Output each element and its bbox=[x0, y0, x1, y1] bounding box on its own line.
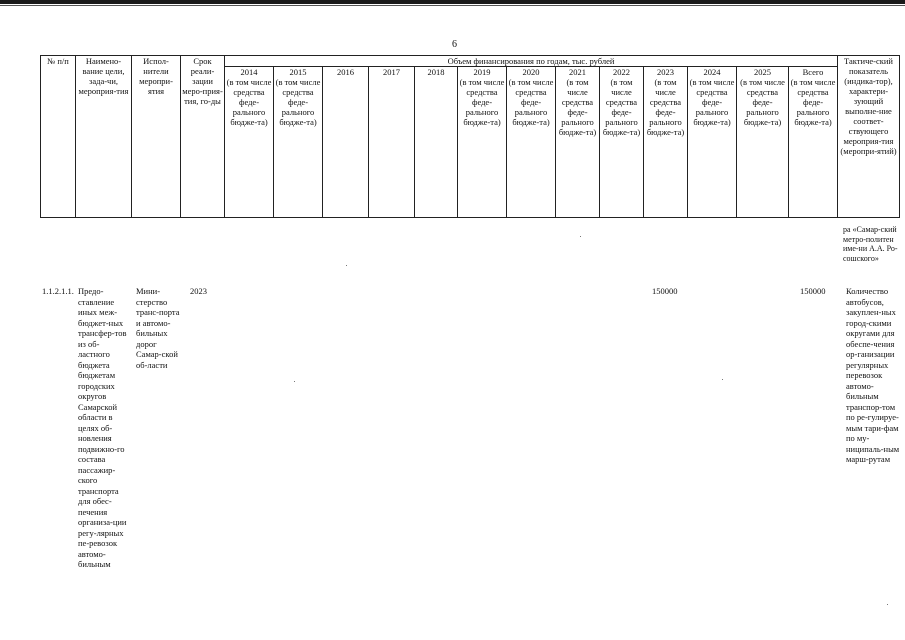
year-label: 2017 bbox=[383, 67, 400, 77]
year-col-2024 bbox=[688, 67, 737, 218]
header-num: № п/п bbox=[41, 56, 76, 218]
row-number: 1.1.2.1.1. bbox=[42, 286, 74, 296]
year-label: 2015 bbox=[289, 67, 307, 77]
year-label: 2023 bbox=[657, 67, 674, 77]
year-col-2022 bbox=[600, 67, 644, 218]
row-value-2023: 150000 bbox=[652, 286, 678, 296]
scan-speck bbox=[722, 379, 723, 380]
year-col-2016 bbox=[323, 67, 369, 218]
year-col-2023 bbox=[644, 67, 688, 218]
year-label: 2024 bbox=[703, 67, 721, 77]
year-col-2018 bbox=[415, 67, 458, 218]
year-col-total bbox=[789, 67, 838, 218]
year-col-2021 bbox=[556, 67, 600, 218]
funding-table-header bbox=[40, 55, 900, 218]
row-indicator: Количество автобусов, закуплен-ных город-скими округами для обеспе-чения ор-ганизации регулярных перевозок автомо-бильным транспор-том по ре-гулируе-мым тари-фам по му-ниципаль-ным марш-рутам bbox=[846, 286, 900, 464]
year-label: 2019 bbox=[473, 67, 491, 77]
year-col-2017 bbox=[369, 67, 415, 218]
header-executor: Испол-нители меропри-ятия bbox=[132, 56, 181, 218]
year-col-2015 bbox=[274, 67, 323, 218]
year-note: (в том числе средства феде-рального бюдже-та) bbox=[689, 77, 735, 127]
year-note: (в том числе средства феде-рального бюдже-та) bbox=[226, 77, 272, 127]
year-note: (в том числе средства феде-рального бюдже-та) bbox=[602, 77, 641, 137]
row-executor: Мини-стерство транс-порта и автомо-бильных дорог Самар-ской об-ласти bbox=[136, 286, 180, 370]
year-note: (в том числе средства феде-рального бюдже-та) bbox=[740, 77, 785, 127]
row-term: 2023 bbox=[190, 286, 207, 296]
year-label: 2021 bbox=[569, 67, 586, 77]
top-border-line bbox=[0, 0, 905, 4]
page-number: 6 bbox=[452, 39, 457, 50]
header-term: Срок реали-зации меро-прия-тия, го-ды bbox=[181, 56, 225, 218]
year-label: Всего bbox=[802, 67, 824, 77]
header-funding: Объем финансирования по годам, тыс. рублей bbox=[225, 56, 838, 67]
year-col-2019 bbox=[458, 67, 507, 218]
year-note: (в том числе средства феде-рального бюдже-та) bbox=[646, 77, 685, 137]
top-border-thin-line bbox=[0, 5, 905, 6]
year-note: (в том числе средства феде-рального бюдже-та) bbox=[558, 77, 597, 137]
header-name: Наимено-вание цели, зада-чи, мероприя-тия bbox=[76, 56, 132, 218]
year-note: (в том числе средства феде-рального бюдже-та) bbox=[790, 77, 836, 127]
year-label: 2018 bbox=[427, 67, 445, 77]
year-label: 2014 bbox=[240, 67, 258, 77]
year-col-2020 bbox=[507, 67, 556, 218]
scan-speck bbox=[887, 604, 888, 605]
indicator-continuation-text: ра «Самар-ский метро-политен име-ни А.А. Ро-сошского» bbox=[843, 225, 898, 263]
year-col-2014 bbox=[225, 67, 274, 218]
row-value-total: 150000 bbox=[800, 286, 826, 296]
year-note: (в том числе средства феде-рального бюдже-та) bbox=[459, 77, 505, 127]
year-label: 2022 bbox=[613, 67, 630, 77]
year-note: (в том числе средства феде-рального бюдже-та) bbox=[508, 77, 554, 127]
scan-speck bbox=[346, 265, 347, 266]
year-label: 2025 bbox=[754, 67, 771, 77]
year-col-2025 bbox=[737, 67, 789, 218]
year-note: (в том числе средства феде-рального бюдже-та) bbox=[275, 77, 321, 127]
header-indicator: Тактиче-ский показатель (индика-тор), характери-зующий выполне-ние соответ-ствующего мероприя-тия (меропри-ятий) bbox=[838, 56, 900, 218]
year-label: 2016 bbox=[337, 67, 354, 77]
scan-speck bbox=[580, 236, 581, 237]
row-activity-name: Предо-ставление иных меж-бюджет-ных трансфер-тов из об-ластного бюджета бюджетам городских округов Самарской области в целях об-новления подвижно-го состава пассажир-ского транспорта для обес-печения организа-ции регу-лярных пе-ревозок автомо-бильным bbox=[78, 286, 127, 569]
year-label: 2020 bbox=[522, 67, 540, 77]
scan-speck bbox=[294, 381, 295, 382]
